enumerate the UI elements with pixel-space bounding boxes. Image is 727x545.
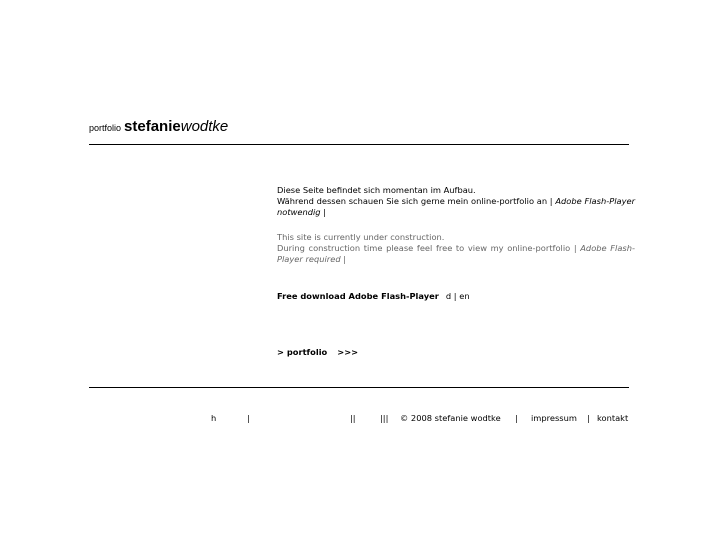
- footer-divider: [89, 387, 629, 388]
- german-line-2-end: |: [323, 207, 327, 217]
- lang-separator: |: [453, 291, 457, 301]
- footer-separator-1: |: [247, 413, 250, 423]
- portfolio-arrows-link[interactable]: >>>: [337, 347, 359, 357]
- footer-separator-2: ||: [350, 413, 356, 423]
- lang-d-link[interactable]: d: [445, 291, 452, 301]
- portfolio-link[interactable]: > portfolio: [277, 347, 328, 357]
- footer-separator-3: |||: [380, 413, 389, 423]
- english-line-2-text: During construction time please feel free to view my online-portfolio |: [277, 243, 577, 253]
- footer-copyright: © 2008 stefanie wodtke: [400, 413, 501, 423]
- flash-download-row: [277, 291, 470, 301]
- flash-download-link[interactable]: Free download Adobe Flash-Player: [277, 291, 439, 301]
- footer-impressum-link[interactable]: impressum: [531, 413, 577, 423]
- portfolio-row: [277, 347, 358, 357]
- brand-name-first: stefanie: [124, 118, 181, 135]
- lang-en-link[interactable]: en: [459, 291, 470, 301]
- german-line-1: Diese Seite befindet sich momentan im Aufbau.: [277, 185, 476, 195]
- german-line-2-text: Während dessen schauen Sie sich gerne mein online-portfolio an |: [277, 196, 553, 206]
- brand-prefix: portfolio: [89, 123, 122, 133]
- english-line-1: This site is currently under construction.: [277, 232, 445, 242]
- german-line-2: [277, 196, 635, 218]
- footer-separator-4: |: [515, 413, 518, 423]
- footer-h-link[interactable]: h: [211, 413, 217, 423]
- english-notice: [277, 232, 635, 265]
- footer-kontakt-link[interactable]: kontakt: [597, 413, 629, 423]
- footer-separator-5: |: [587, 413, 590, 423]
- german-flash-link[interactable]: Adobe Flash-Player notwendig: [277, 196, 636, 217]
- english-flash-link[interactable]: Adobe Flash-Player required: [277, 243, 635, 264]
- english-line-2-end: |: [343, 254, 347, 264]
- brand-name-last: wodtke: [180, 118, 229, 135]
- german-notice: [277, 185, 635, 218]
- english-line-2: [277, 243, 635, 265]
- header-divider: [89, 144, 629, 145]
- site-logo: [89, 118, 228, 134]
